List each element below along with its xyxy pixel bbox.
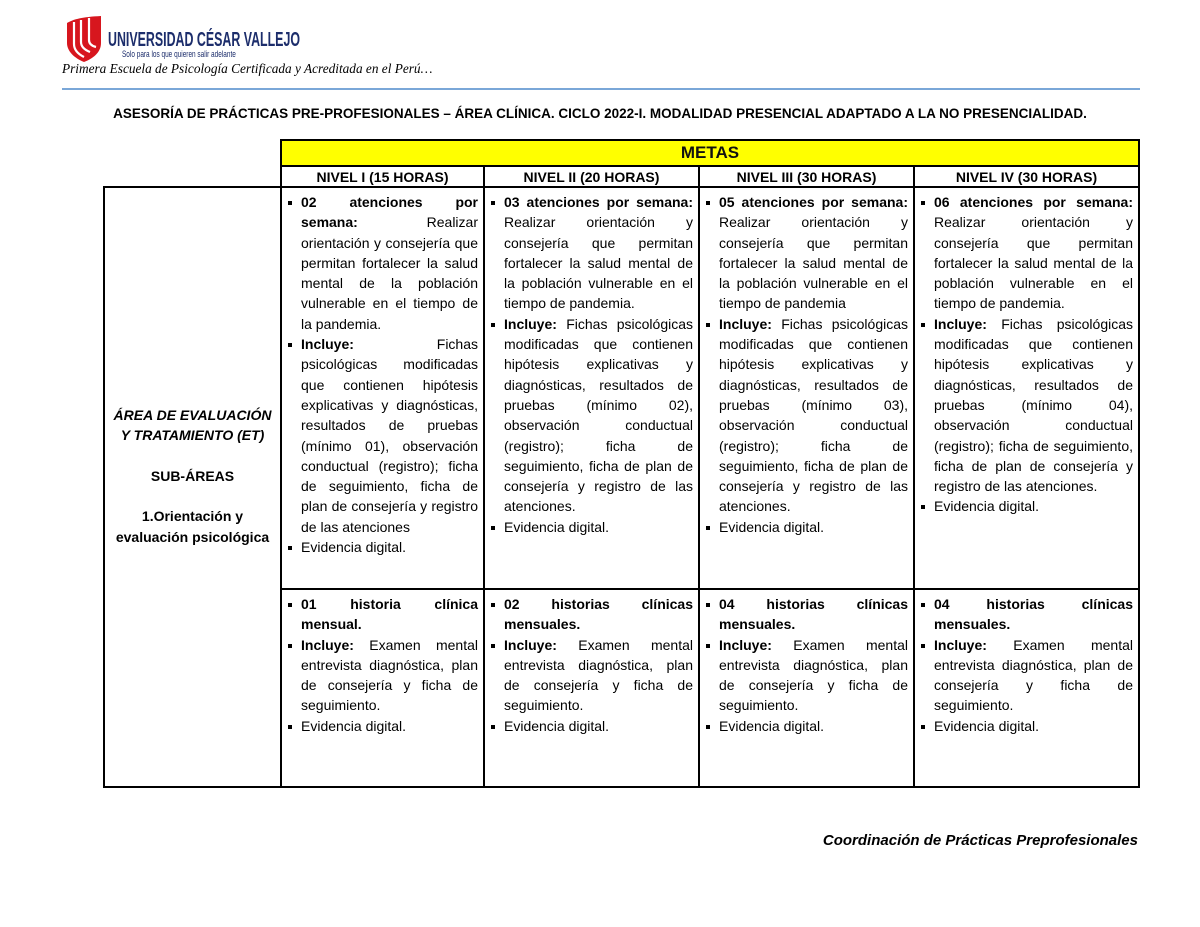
university-tagline: Solo para los que quieren salir adelante bbox=[122, 49, 236, 60]
item-text: Examen mental entrevista diagnóstica, plan de consejería y ficha de seguimiento. bbox=[934, 636, 1133, 714]
sessions-cell-level-3 bbox=[698, 186, 915, 590]
level-header-2: NIVEL II (20 HORAS) bbox=[483, 165, 700, 188]
item-heading: Incluye: bbox=[719, 315, 772, 332]
requirement-list bbox=[491, 594, 693, 736]
item-text: Examen mental entrevista diagnóstica, plan de consejería y ficha de seguimiento. bbox=[504, 636, 693, 714]
area-cell bbox=[103, 186, 282, 788]
item-text: Examen mental entrevista diagnóstica, plan de consejería y ficha de seguimiento. bbox=[719, 636, 908, 714]
requirement-list bbox=[288, 192, 478, 557]
item-heading: Incluye: bbox=[934, 315, 987, 332]
list-item bbox=[504, 192, 693, 314]
requirement-list bbox=[288, 594, 478, 736]
list-item bbox=[504, 314, 693, 517]
item-text: Evidencia digital. bbox=[504, 518, 610, 535]
list-item bbox=[934, 496, 1133, 516]
item-heading: 06 atenciones por semana: bbox=[934, 194, 1133, 210]
subarea-name: 1.Orientación y evaluación psicológica bbox=[115, 508, 270, 545]
item-text: Fichas psicológicas modificadas que contienen hipótesis explicativas y diagnósticas, resultados de pruebas (mínimo 01), observación conductual (registro); ficha de seguimiento, ficha de plan de consejería y registro de las atenciones bbox=[301, 336, 478, 535]
list-item bbox=[719, 716, 908, 736]
list-item bbox=[301, 537, 478, 557]
item-text: Realizar orientación y consejería que permitan fortalecer la salud mental de la población vulnerable en el tiempo de pandemia. bbox=[504, 214, 693, 312]
item-heading: Incluye: bbox=[504, 315, 557, 332]
item-heading: Incluye: bbox=[719, 636, 772, 653]
item-heading: 01 historia clínica mensual. bbox=[301, 596, 478, 633]
sessions-cell-level-4 bbox=[913, 186, 1140, 590]
item-heading: 03 atenciones por semana: bbox=[504, 194, 693, 210]
item-text: Fichas psicológicas modificadas que contienen hipótesis explicativas y diagnósticas, resultados de pruebas (mínimo 02), observación conductual (registro); ficha de seguimiento, ficha de plan de consejería y registro de las atenciones. bbox=[504, 315, 693, 515]
item-text: Evidencia digital. bbox=[934, 717, 1040, 734]
university-name: UNIVERSIDAD CÉSAR VALLEJO bbox=[108, 29, 300, 51]
level-header-1: NIVEL I (15 HORAS) bbox=[280, 165, 485, 188]
item-text: Fichas psicológicas modificadas que contienen hipótesis explicativas y diagnósticas, resultados de pruebas (mínimo 03), observación conductual (registro); ficha de seguimiento, ficha de plan de consejería y registro de las atenciones. bbox=[719, 315, 908, 515]
list-item bbox=[504, 517, 693, 537]
header-rule bbox=[62, 88, 1140, 90]
item-text: Evidencia digital. bbox=[504, 717, 610, 734]
requirement-list bbox=[706, 192, 908, 537]
item-heading: Incluye: bbox=[934, 636, 987, 653]
list-item bbox=[301, 594, 478, 635]
list-item bbox=[301, 635, 478, 716]
area-title: ÁREA DE EVALUACIÓN Y TRATAMIENTO (ET) bbox=[113, 406, 272, 444]
list-item bbox=[934, 635, 1133, 716]
list-item bbox=[934, 716, 1133, 736]
item-text: Fichas psicológicas modificadas que contienen hipótesis explicativas y diagnósticas, resultados de pruebas (mínimo 04), observación conductual (registro); ficha de seguimiento, ficha de plan de consejería y registro de las atenciones. bbox=[934, 315, 1133, 495]
list-item bbox=[934, 594, 1133, 635]
requirement-list bbox=[921, 192, 1133, 517]
item-text: Evidencia digital. bbox=[934, 498, 1040, 515]
item-heading: 02 historias clínicas mensuales. bbox=[504, 596, 693, 633]
item-text: Evidencia digital. bbox=[719, 518, 825, 535]
item-heading: 05 atenciones por semana: bbox=[719, 194, 908, 210]
item-text: Realizar orientación y consejería que permitan fortalecer la salud mental de la población vulnerable en el tiempo de pandemia. bbox=[934, 214, 1133, 312]
list-item bbox=[301, 716, 478, 736]
histories-cell-level-2 bbox=[483, 588, 700, 788]
list-item bbox=[719, 635, 908, 716]
goals-header: METAS bbox=[280, 139, 1140, 167]
item-text: Evidencia digital. bbox=[719, 717, 825, 734]
sessions-cell-level-2 bbox=[483, 186, 700, 590]
item-text: Realizar orientación y consejería que permitan fortalecer la salud mental de la población vulnerable en el tiempo de pandemia bbox=[719, 214, 908, 312]
university-logo-icon bbox=[64, 13, 104, 63]
footer-signature: Coordinación de Prácticas Preprofesionales bbox=[822, 832, 1138, 849]
item-text: Evidencia digital. bbox=[301, 717, 407, 734]
item-heading: Incluye: bbox=[301, 636, 354, 653]
list-item bbox=[504, 594, 693, 635]
list-item bbox=[719, 517, 908, 537]
requirement-list bbox=[921, 594, 1133, 736]
requirement-list bbox=[706, 594, 908, 736]
item-heading: 04 historias clínicas mensuales. bbox=[934, 596, 1133, 633]
histories-cell-level-1 bbox=[280, 588, 485, 788]
requirement-list bbox=[491, 192, 693, 537]
item-heading: Incluye: bbox=[504, 636, 557, 653]
list-item bbox=[301, 192, 478, 334]
list-item bbox=[719, 192, 908, 314]
item-text: Evidencia digital. bbox=[301, 539, 407, 556]
list-item bbox=[719, 314, 908, 517]
item-heading: Incluye: bbox=[301, 336, 354, 353]
list-item bbox=[934, 314, 1133, 497]
subareas-label: SUB-ÁREAS bbox=[150, 467, 235, 484]
item-text: Examen mental entrevista diagnóstica, plan de consejería y ficha de seguimiento. bbox=[301, 636, 478, 714]
histories-cell-level-4 bbox=[913, 588, 1140, 788]
document-title: ASESORÍA DE PRÁCTICAS PRE-PROFESIONALES – ÁREA CLÍNICA. CICLO 2022-I. MODALIDAD PRESENCIAL ADAPTADO A LA NO PRESENCIALIDAD. bbox=[113, 106, 1087, 121]
list-item bbox=[934, 192, 1133, 314]
item-heading: 04 historias clínicas mensuales. bbox=[719, 596, 908, 633]
list-item bbox=[504, 716, 693, 736]
list-item bbox=[719, 594, 908, 635]
school-motto: Primera Escuela de Psicología Certificada y Acreditada en el Perú… bbox=[62, 61, 433, 76]
item-text: Realizar orientación y consejería que permitan fortalecer la salud mental de la población vulnerable en el tiempo de la pandemia. bbox=[301, 214, 478, 332]
list-item bbox=[301, 334, 478, 537]
level-header-4: NIVEL IV (30 HORAS) bbox=[913, 165, 1140, 188]
histories-cell-level-3 bbox=[698, 588, 915, 788]
list-item bbox=[504, 635, 693, 716]
level-header-3: NIVEL III (30 HORAS) bbox=[698, 165, 915, 188]
sessions-cell-level-1 bbox=[280, 186, 485, 590]
item-heading: 02 atenciones por semana: bbox=[301, 194, 478, 231]
